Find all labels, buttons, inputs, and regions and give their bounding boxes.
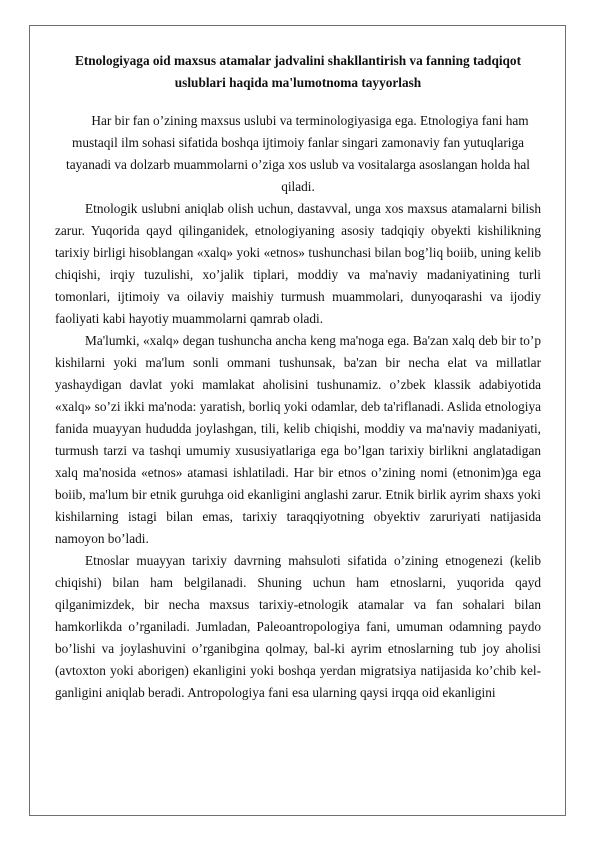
body-paragraph-3: Etnoslar muayyan tarixiy davrning mahsuloti sifatida o’zining etnogenezi (kelib chiqishi) bilan ham belgilanadi. Shuning uchun ham etnoslarni, yuqorida qayd qilganimizdek, bir necha maxsus tarixiy-etnologik atamalar va fan sohalari bilan hamkorlikda o’rganiladi. Jumladan, Paleoantropologiya fani, umuman odamning paydo bo’lishi va joylashuvini o’rganibgina qolmay, bal-ki ayrim etnoslarning tub joy aholisi (avtoxton yoki aborigen) ekanligini yoki boshqa yerdan migratsiya natijasida ko’chib kel-ganligini aniqlab beradi. Antropologiya fani esa ularning qaysi irqqa oid ekanligini (55, 553, 541, 700)
intro-paragraph: Har bir fan o’zining maxsus uslubi va terminologiyasiga ega. Etnologiya fani ham mustaqil ilm sohasi sifatida boshqa ijtimoiy fanlar singari zamonaviy fan yutuqlariga tayanadi va dolzarb muammolarni o’ziga xos uslub va vositalarga asoslangan holda hal qiladi. (66, 113, 530, 194)
body-paragraph-1: Etnologik uslubni aniqlab olish uchun, dastavval, unga xos maxsus atamalarni bilish zarur. Yuqorida qayd qilinganidek, etnologiyaning asosiy tadqiqiy obyekti kishilikning tarixiy birligi hisoblangan «xalq» yoki «etnos» tushunchasi bilan bog’liq boiib, uning kelib chiqishi, irqiy tuzulishi, xo’jalik tiplari, moddiy va ma'naviy madaniyatining turli tomonlari, ijtimoiy va oilaviy maishiy turmush muammolari, dunyoqarashi va ijodiy faoliyati kabi hayotiy muammolarni qamrab oladi. (55, 201, 541, 326)
document-title: Etnologiyaga oid maxsus atamalar jadvalini shakllantirish va fanning tadqiqot uslublari haqida ma'lumotnoma tayyorlash (74, 53, 522, 90)
document-body (55, 50, 541, 704)
body-paragraph-2: Ma'lumki, «xalq» degan tushuncha ancha keng ma'noga ega. Ba'zan xalq deb bir to’p kishilarni yoki ma'lum sonli ommani tushunsak, ba'zan bir necha elat va millatlar yashaydigan davlat yoki mamlakat aholisini tushunamiz. o’zbek klassik adabiyotida «xalq» so’zi ikki ma'noda: yaratish, borliq yoki odamlar, deb ta'riflanadi. Aslida etnologiya fanida muayyan hududda joylashgan, tili, kelib chiqishi, moddiy va ma'naviy madaniyati, turmush tarzi va tashqi umumiy xususiyatlariga ega bo’lgan tarixiy birlikni anglatadigan xalq ma'nosida «etnos» atamasi ishlatiladi. Har bir etnos o’zining nomi (etnonim)ga ega boiib, ma'lum bir etnik guruhga oid ekanligini anglashi zarur. Etnik birlik ayrim shaxs yoki kishilarning istagi bilan emas, tarixiy taraqqiyotning obyektiv zaruriyati natijasida namoyon bo’ladi. (55, 333, 541, 546)
